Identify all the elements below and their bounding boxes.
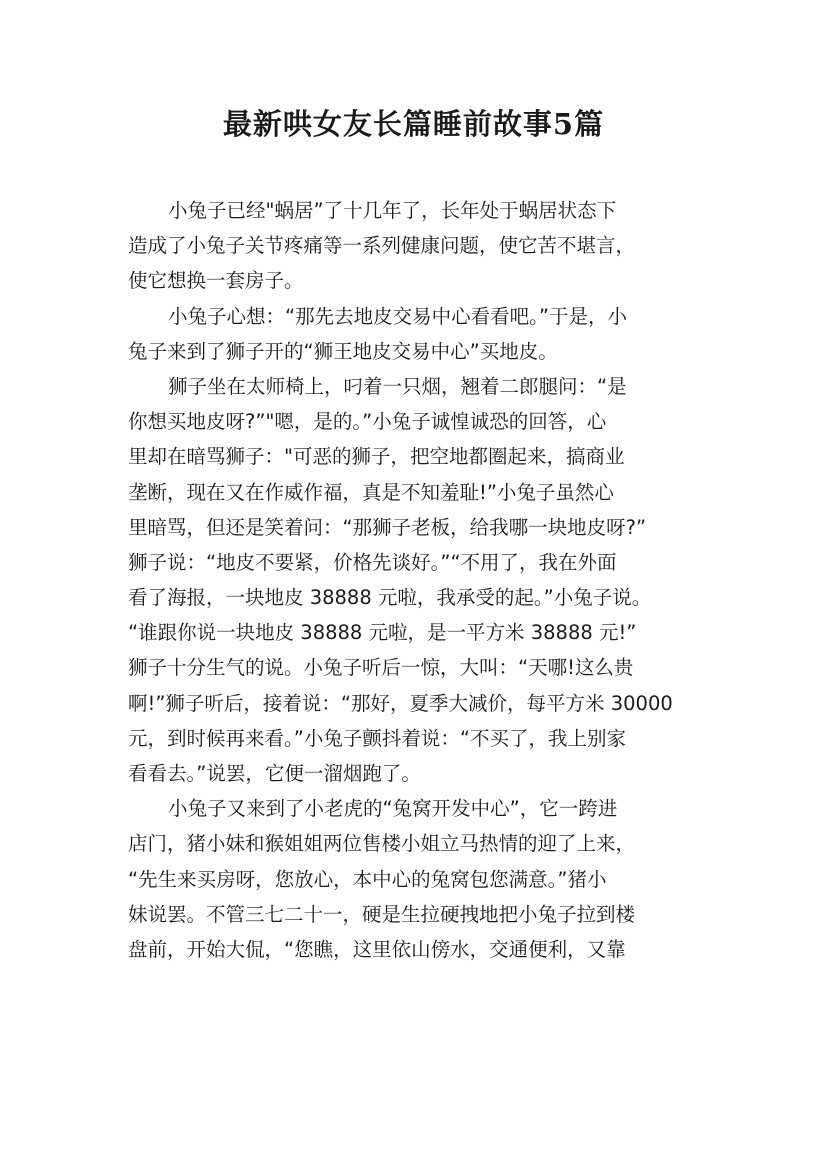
text-line: 狮子坐在太师椅上，叼着一只烟，翘着二郎腿问：“是: [168, 374, 627, 398]
text-line: 元，到时候再来看。”小兔子颤抖着说：“不买了，我上别家: [128, 726, 626, 750]
text-line: 你想买地皮呀?”"嗯，是的。”小兔子诚惶诚恐的回答，心: [128, 410, 607, 434]
text-line: 盘前，开始大侃，“您瞧，这里依山傍水，交通便利，又靠: [128, 937, 626, 961]
text-line: 使它想换一套房子。: [128, 269, 304, 293]
text-line: 小兔子心想：“那先去地皮交易中心看看吧。”于是，小: [168, 304, 627, 328]
text-line: 看看去。”说罢，它便一溜烟跑了。: [128, 762, 421, 785]
text-line: 狮子十分生气的说。小兔子听后一惊，大叫：“天哪!这么贵: [128, 656, 634, 680]
text-line: 兔子来到了狮子开的“狮王地皮交易中心”买地皮。: [128, 339, 558, 363]
text-line: 里却在暗骂狮子："可恶的狮子，把空地都圈起来，搞商业: [128, 445, 625, 469]
paragraph: [128, 369, 728, 791]
text-line: “先生来买房呀，您放心，本中心的兔窝包您满意。”猪小: [128, 867, 607, 891]
text-line: “谁跟你说一块地皮 38888 元啦，是一平方米 38888 元!”: [128, 621, 637, 645]
text-line: 里暗骂，但还是笑着问：“那狮子老板，给我哪一块地皮呀?”: [128, 515, 647, 539]
document-title: 最新哄女友长篇睡前故事5篇: [222, 107, 605, 141]
text-line: 造成了小兔子关节疼痛等一系列健康问题，使它苦不堪言，: [128, 234, 636, 258]
text-line: 狮子说：“地皮不要紧，价格先谈好。”“不用了，我在外面: [128, 550, 617, 574]
text-line: 看了海报，一块地皮 38888 元啦，我承受的起。”小兔子说。: [128, 586, 652, 610]
text-line: 小兔子已经"蜗居”了十几年了，长年处于蜗居状态下: [168, 199, 617, 222]
paragraph: [128, 299, 728, 369]
text-line: 妹说罢。不管三七二十一，硬是生拉硬拽地把小兔子拉到楼: [128, 902, 636, 926]
text-line: 小兔子又来到了小老虎的“兔窝开发中心”，它一跨进: [168, 797, 618, 821]
document-body: [128, 193, 728, 967]
paragraph: [128, 791, 728, 967]
text-line: 啊!”狮子听后，接着说：“那好，夏季大减价，每平方米 30000: [128, 691, 673, 715]
text-line: 垄断，现在又在作威作福，真是不知羞耻!”小兔子虽然心: [128, 480, 614, 504]
paragraph: [128, 193, 728, 299]
text-line: 店门，猪小妹和猴姐姐两位售楼小姐立马热情的迎了上来，: [128, 832, 636, 856]
